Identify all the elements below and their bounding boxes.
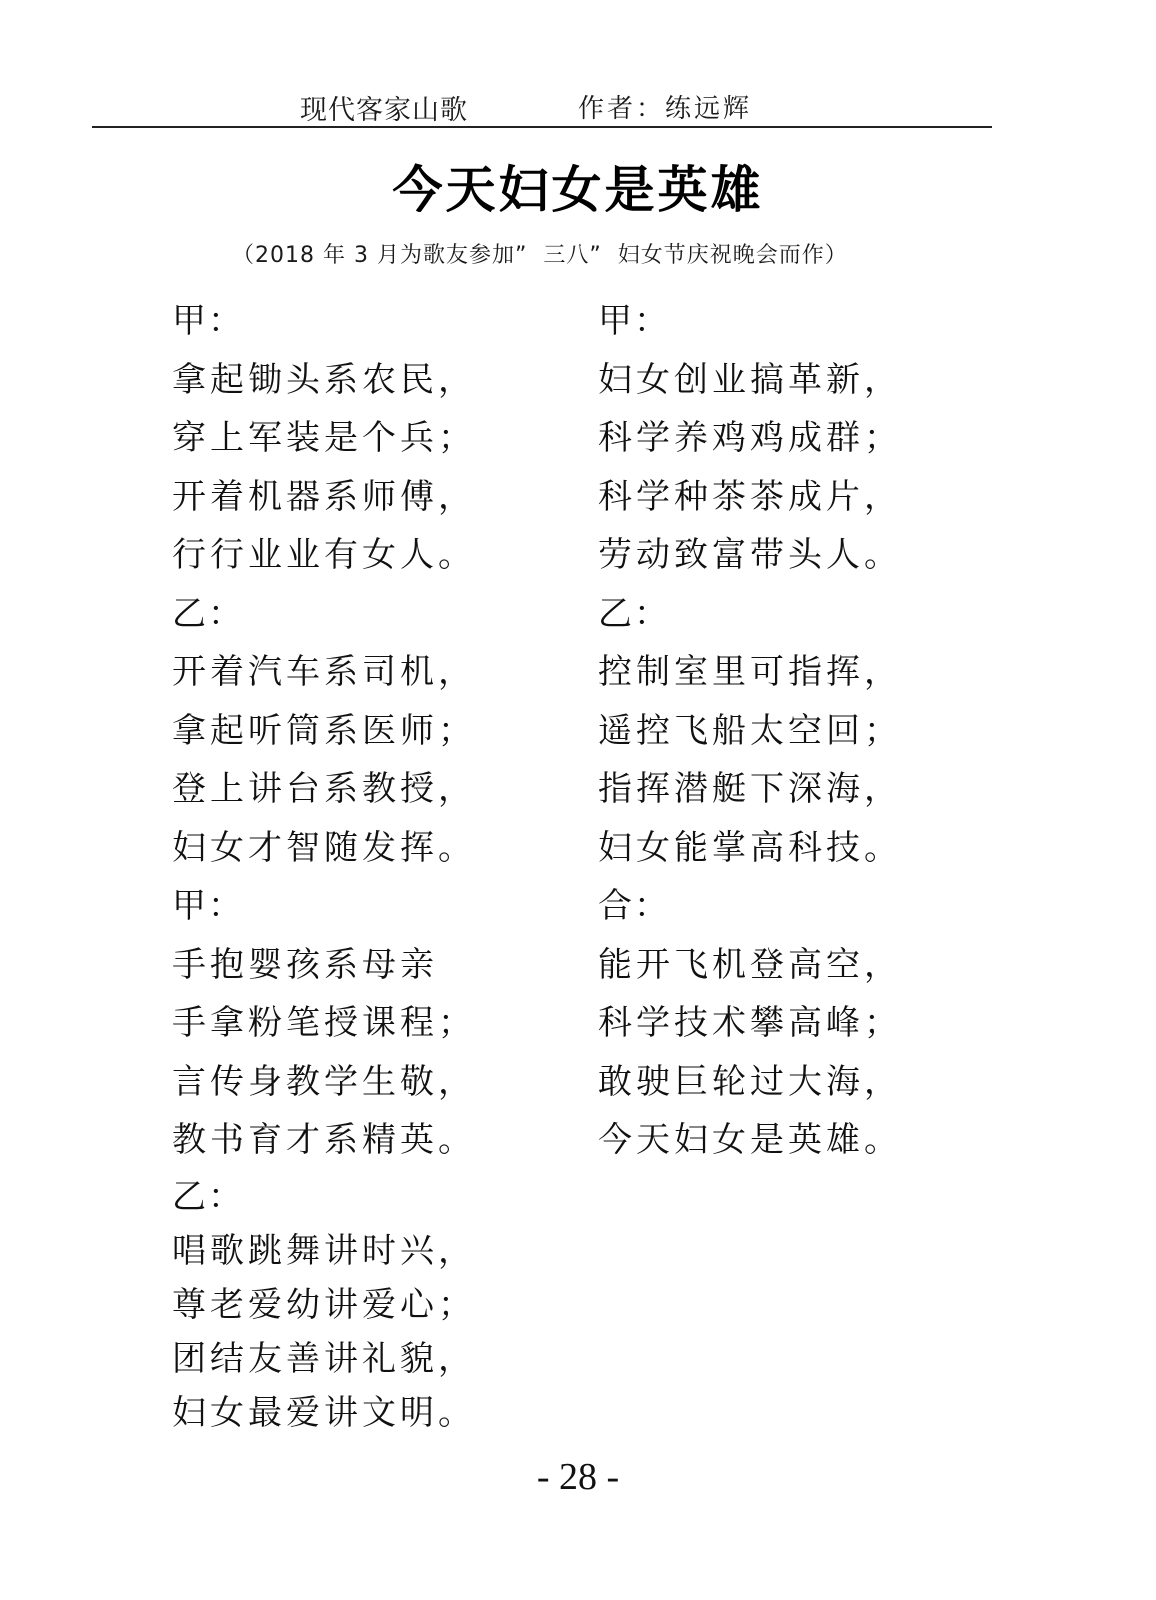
verse-line: 穿上军装是个兵；	[172, 418, 476, 458]
verse-line: 指挥潜艇下深海，	[598, 769, 902, 809]
stanza	[172, 1170, 592, 1440]
verse-line: 妇女最爱讲文明。	[172, 1392, 476, 1433]
verse-line: 登上讲台系教授，	[172, 769, 476, 809]
stanza	[598, 877, 1018, 1170]
verse-line: 劳动致富带头人。	[598, 535, 902, 575]
stanza	[598, 292, 1018, 585]
header-author: 作者：练远辉	[578, 94, 753, 124]
verse-line: 开着汽车系司机，	[172, 652, 476, 692]
verse-line: 拿起锄头系农民，	[172, 359, 476, 400]
verse-line: 行行业业有女人。	[172, 535, 476, 575]
stanza-speaker: 乙：	[598, 593, 670, 634]
verse-line: 手抱婴孩系母亲	[172, 944, 438, 985]
verse-line: 遥控飞船太空回；	[598, 710, 902, 751]
verse-line: 手拿粉笔授课程；	[172, 1003, 476, 1043]
stanza-speaker: 甲：	[172, 301, 244, 341]
verse-line: 团结友善讲礼貌，	[172, 1338, 476, 1379]
page-number: - 28 -	[536, 1456, 620, 1498]
verse-line: 言传身教学生敬，	[172, 1061, 476, 1102]
poem-title: 今天妇女是英雄	[392, 161, 764, 219]
verse-line: 拿起听筒系医师；	[172, 710, 476, 751]
verse-line: 科学养鸡鸡成群；	[598, 418, 902, 458]
verse-line: 妇女创业搞革新，	[598, 359, 902, 400]
stanza-speaker: 甲：	[172, 886, 244, 926]
verse-line: 控制室里可指挥，	[598, 652, 902, 692]
verse-line: 妇女才智随发挥。	[172, 827, 476, 868]
stanza-speaker: 乙：	[172, 1176, 244, 1217]
left-column	[172, 292, 592, 1440]
stanza	[172, 585, 592, 878]
verse-line: 唱歌跳舞讲时兴，	[172, 1230, 476, 1271]
right-column	[598, 292, 1018, 1170]
stanza	[172, 292, 592, 585]
stanza	[598, 585, 1018, 878]
header-series-title: 现代客家山歌	[300, 95, 468, 126]
poem-subtitle: （2018 年 3 月为歌友参加” 三八” 妇女节庆祝晚会而作）	[232, 243, 848, 268]
verse-line: 能开飞机登高空，	[598, 944, 902, 985]
stanza	[172, 877, 592, 1170]
stanza-speaker: 乙：	[172, 593, 244, 634]
verse-line: 尊老爱幼讲爱心；	[172, 1284, 476, 1325]
verse-line: 科学技术攀高峰；	[598, 1003, 902, 1043]
verse-line: 今天妇女是英雄。	[598, 1120, 902, 1160]
verse-line: 教书育才系精英。	[172, 1120, 476, 1160]
header-divider	[92, 126, 992, 128]
stanza-speaker: 甲：	[598, 301, 670, 341]
verse-line: 开着机器系师傅，	[172, 476, 476, 517]
verse-line: 妇女能掌高科技。	[598, 827, 902, 868]
verse-line: 敢驶巨轮过大海，	[598, 1061, 902, 1102]
verse-line: 科学种茶茶成片，	[598, 476, 902, 517]
stanza-speaker: 合：	[598, 886, 670, 926]
